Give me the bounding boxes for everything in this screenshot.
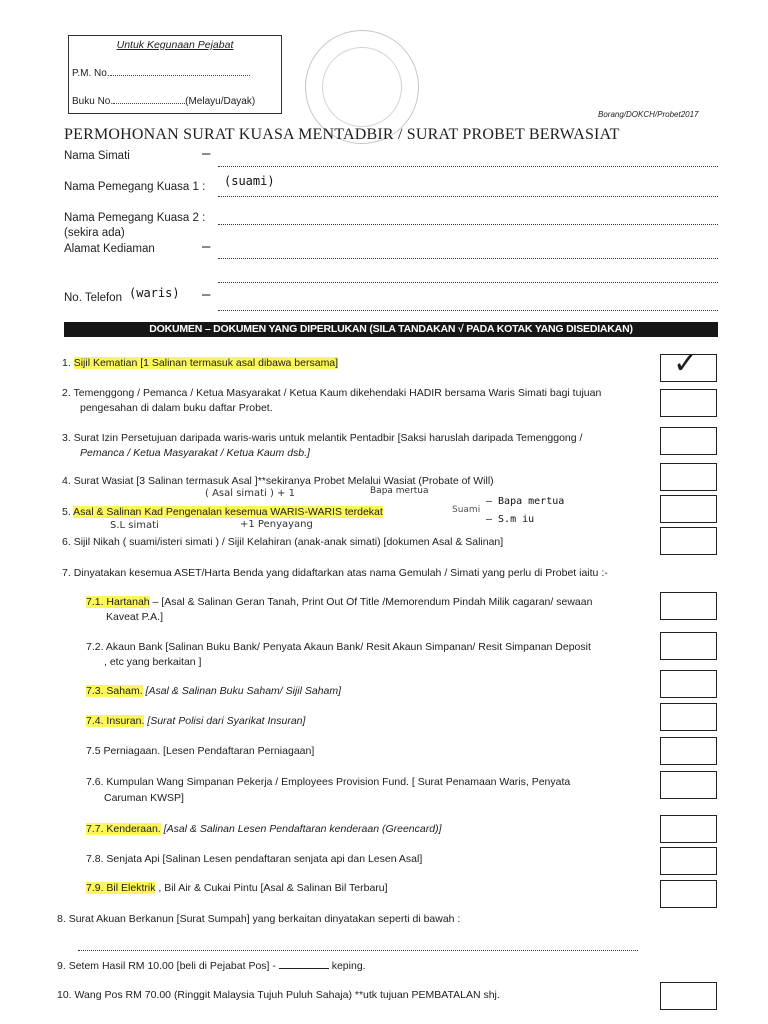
item-1-number: 1. <box>62 357 71 369</box>
item-6 <box>62 535 503 550</box>
item-7-3-heading: 7.3. Saham. <box>86 685 143 697</box>
handwritten-note-g: Suami <box>452 505 481 515</box>
item-7-7-text: [Asal & Salinan Lesen Pendaftaran kenderaan (Greencard)] <box>160 823 442 835</box>
item-7-3-text: [Asal & Salinan Buku Saham/ Sijil Saham] <box>142 685 342 697</box>
pemegang-kuasa-1-input[interactable] <box>218 196 718 197</box>
item-9-text-a: Setem Hasil RM 10.00 [beli di Pejabat Pos] - <box>68 960 279 972</box>
item-7-number: 7. <box>62 567 71 579</box>
item-7 <box>62 566 608 581</box>
handwritten-note-e: — Bapa mertua <box>486 496 565 507</box>
checkbox-7-7[interactable] <box>660 815 717 843</box>
alamat-input-line-1[interactable] <box>218 258 718 259</box>
item-2-number: 2. <box>62 387 71 399</box>
checkbox-7-1[interactable] <box>660 592 717 620</box>
checkbox-7-4[interactable] <box>660 703 717 731</box>
checkbox-1[interactable] <box>660 346 717 382</box>
office-use-box <box>68 35 282 114</box>
handwritten-dash: — <box>202 146 211 162</box>
office-use-title: Untuk Kegunaan Pejabat <box>116 39 234 51</box>
pemegang-kuasa-2-note: (sekira ada) <box>64 227 125 239</box>
checkbox-7-2[interactable] <box>660 632 717 660</box>
checkbox-10[interactable] <box>660 982 717 1010</box>
checkbox-7-9[interactable] <box>660 880 717 908</box>
nama-simati-label: Nama Simati <box>64 150 130 162</box>
checkbox-7-5[interactable] <box>660 737 717 765</box>
handwritten-dash-2: — <box>202 239 211 255</box>
pemegang-kuasa-2-input[interactable] <box>218 224 718 225</box>
item-1-text: Sijil Kematian [1 Salinan termasuk asal dibawa bersama] <box>73 357 339 369</box>
item-3-number: 3. <box>62 432 71 444</box>
item-8-text: Surat Akuan Berkanun [Surat Sumpah] yang berkaitan dinyatakan seperti di bawah : <box>68 913 461 925</box>
item-2-text-a: Temenggong / Pemanca / Ketua Masyarakat / Ketua Kaum dikehendaki HADIR bersama Waris Simati bagi tujuan <box>73 387 602 399</box>
item-7-2-text-b: , etc yang berkaitan ] <box>104 656 202 668</box>
item-9 <box>57 958 366 974</box>
buku-number-label: Buku No. <box>72 96 114 107</box>
alamat-input-line-2[interactable] <box>218 282 718 283</box>
nama-simati-input[interactable] <box>218 166 718 167</box>
item-7-text: Dinyatakan kesemua ASET/Harta Benda yang didaftarkan atas nama Gemulah / Simati yang perlu di Probet iaitu :- <box>73 567 608 579</box>
handwritten-dash-3: — <box>202 287 211 303</box>
item-7-6-text-b: Caruman KWSP] <box>104 792 184 804</box>
item-7-8: 7.8. Senjata Api [Salinan Lesen pendaftaran senjata api dan Lesen Asal] <box>86 853 423 865</box>
pm-number-field[interactable] <box>72 66 250 79</box>
handwritten-note-a: ( Asal simati ) + 1 <box>205 488 295 499</box>
item-7-4 <box>86 714 305 729</box>
item-4-text: Surat Wasiat [3 Salinan termasuk Asal ]**sekiranya Probet Melalui Wasiat (Probate of Will) <box>73 475 494 487</box>
buku-number-field[interactable] <box>72 94 255 107</box>
handwritten-note-d: +1 Penyayang <box>240 519 313 530</box>
item-6-text: Sijil Nikah ( suami/isteri simati ) / Sijil Kelahiran (anak-anak simati) [dokumen Asal & Salinan] <box>73 536 504 548</box>
item-9-text-b: keping. <box>328 960 366 972</box>
pm-number-label: P.M. No. <box>72 68 110 79</box>
checkbox-7-6[interactable] <box>660 771 717 799</box>
alamat-label: Alamat Kediaman <box>64 243 155 255</box>
item-7-1-text: – [Asal & Salinan Geran Tanah, Print Out Of Title /Memorendum Pindah Milik cagaran/ sewaan <box>149 596 593 608</box>
item-2-text-b: pengesahan di dalam buku daftar Probet. <box>80 402 273 414</box>
checkbox-6[interactable] <box>660 527 717 555</box>
item-9-quantity-input[interactable] <box>279 958 329 969</box>
handwritten-note-b: Bapa mertua <box>370 486 429 496</box>
handwritten-note-f: — S.m iu <box>486 514 535 525</box>
item-3-italic: Pemanca / Ketua Masyarakat / Ketua Kaum dsb.] <box>80 447 310 459</box>
handwritten-suami: (suami) <box>224 174 275 188</box>
item-9-number: 9. <box>57 960 66 972</box>
item-6-number: 6. <box>62 536 71 548</box>
checkbox-7-3[interactable] <box>660 670 717 698</box>
checkbox-4[interactable] <box>660 463 717 491</box>
item-10 <box>57 988 500 1003</box>
checkbox-3[interactable] <box>660 427 717 455</box>
buku-number-suffix: (Melayu/Dayak) <box>185 96 256 107</box>
pemegang-kuasa-2-label: Nama Pemegang Kuasa 2 : <box>64 212 206 224</box>
item-10-number: 10. <box>57 989 72 1001</box>
handwritten-waris: (waris) <box>129 286 180 300</box>
item-7-1-text-b: Kaveat P.A.] <box>106 611 164 623</box>
item-7-5: 7.5 Perniagaan. [Lesen Pendaftaran Perniagaan] <box>86 745 315 757</box>
item-7-4-heading: 7.4. Insuran. <box>86 715 145 727</box>
item-3 <box>62 431 582 446</box>
telefon-label: No. Telefon <box>64 292 122 304</box>
item-4 <box>62 474 494 489</box>
item-4-number: 4. <box>62 475 71 487</box>
item-8-number: 8. <box>57 913 66 925</box>
checkbox-7-8[interactable] <box>660 847 717 875</box>
item-7-1-heading: 7.1. Hartanah <box>86 596 150 608</box>
documents-banner: DOKUMEN – DOKUMEN YANG DIPERLUKAN (SILA TANDAKAN √ PADA KOTAK YANG DISEDIAKAN) <box>64 322 718 337</box>
checkbox-2[interactable] <box>660 389 717 417</box>
pemegang-kuasa-1-label: Nama Pemegang Kuasa 1 : <box>64 181 206 193</box>
item-7-9-text: , Bil Air & Cukai Pintu [Asal & Salinan Bil Terbaru] <box>155 882 388 894</box>
item-7-7-heading: 7.7. Kenderaan. <box>86 823 161 835</box>
item-5-text: Asal & Salinan Kad Pengenalan kesemua WARIS-WARIS terdekat <box>73 506 383 518</box>
item-7-1 <box>86 595 592 610</box>
handwritten-note-c: S.L simati <box>110 520 159 531</box>
item-1 <box>62 356 338 371</box>
item-7-3 <box>86 684 341 699</box>
item-7-9-heading: 7.9. Bil Elektrik <box>86 882 156 894</box>
stamp-emblem <box>322 47 402 127</box>
item-2 <box>62 386 601 401</box>
item-7-6: 7.6. Kumpulan Wang Simpanan Pekerja / Employees Provision Fund. [ Surat Penamaan Waris, Penyata <box>86 776 571 788</box>
item-7-7 <box>86 822 442 837</box>
item-3-text-a: Surat Izin Persetujuan daripada waris-waris untuk melantik Pentadbir [Saksi haruslah daripada Temenggong / <box>73 432 583 444</box>
form-reference: Borang/DOKCH/Probet2017 <box>598 110 699 119</box>
item-7-4-text: [Surat Polisi dari Syarikat Insuran] <box>144 715 306 727</box>
item-5 <box>62 505 383 520</box>
item-10-text: Wang Pos RM 70.00 (Ringgit Malaysia Tujuh Puluh Sahaja) **utk tujuan PEMBATALAN shj. <box>74 989 500 1001</box>
checkmark-icon: ✓ <box>673 346 699 381</box>
item-3-text-b <box>80 446 310 461</box>
item-7-9 <box>86 881 388 896</box>
form-title: PERMOHONAN SURAT KUASA MENTADBIR / SURAT PROBET BERWASIAT <box>64 126 620 143</box>
item-8-input[interactable] <box>78 950 638 951</box>
telefon-input[interactable] <box>218 310 718 311</box>
checkbox-5[interactable] <box>660 495 717 523</box>
item-7-2: 7.2. Akaun Bank [Salinan Buku Bank/ Penyata Akaun Bank/ Resit Akaun Simpanan/ Resit Simpanan Deposit <box>86 641 591 653</box>
item-5-number: 5. <box>62 506 71 518</box>
item-8 <box>57 912 460 927</box>
